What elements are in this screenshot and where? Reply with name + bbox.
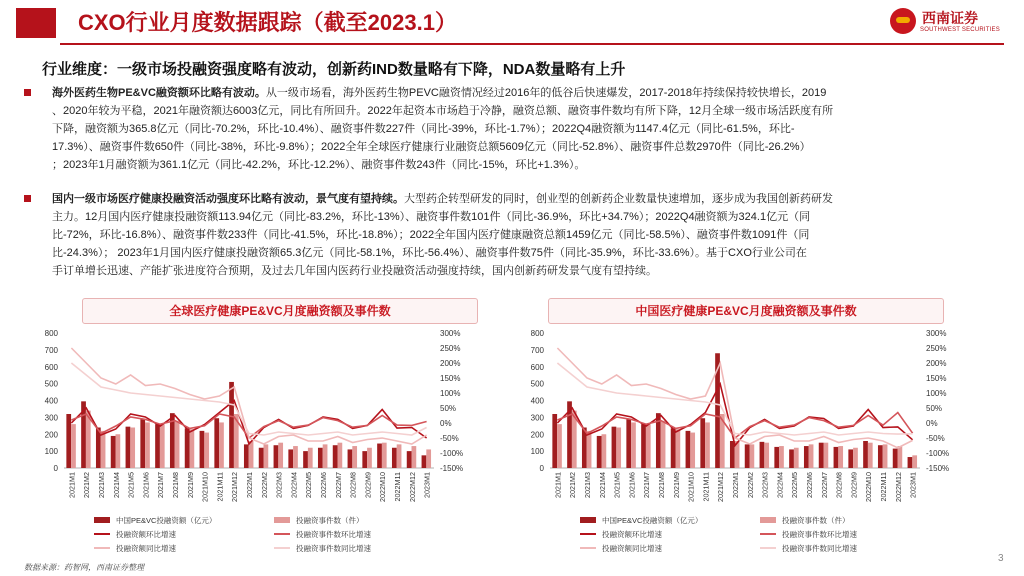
page-title: CXO行业月度数据跟踪（截至2023.1） [78,10,457,35]
bar [392,448,397,468]
section-headline: 行业维度：一级市场投融资强度略有波动，创新药IND数量略有下降，NDA数量略有上升 [42,61,626,78]
legend-label: 投融资额同比增速 [602,544,662,553]
bar [804,446,809,468]
right-tick-label: 0% [440,419,452,428]
bar [185,428,190,468]
bar [730,441,735,468]
right-tick-label: 300% [440,329,461,338]
category-label: 2021M1 [553,472,563,498]
right-tick-label: 150% [926,374,947,383]
bar [126,427,131,468]
category-label: 2022M10 [378,472,388,502]
bullet-icon [24,195,31,202]
bar [155,424,160,468]
right-tick-label: 0% [926,419,938,428]
bar [745,444,750,468]
paragraph-lead: 海外医药生物PE&VC融资额环比略有波动。 [52,87,266,99]
right-tick-label: 250% [440,344,461,353]
category-label: 2022M9 [849,472,859,498]
legend-label: 投融资事件数同比增速 [782,544,857,553]
bar [145,422,150,468]
category-label: 2022M6 [805,472,814,498]
bar [422,455,427,468]
bar [616,428,621,469]
bar [819,443,824,468]
legend-swatch [94,517,110,523]
category-label: 2021M10 [686,472,696,502]
bar [705,422,710,468]
bar [278,443,283,468]
category-label: 2021M2 [82,472,92,498]
paragraph-overseas [24,84,984,174]
legend-label: 投融资额同比增速 [116,544,176,553]
category-label: 2023M1 [422,472,432,498]
bar [116,434,121,468]
bar [676,429,681,468]
bar [219,422,224,468]
bar [764,443,769,468]
right-tick-label: -150% [926,464,950,473]
category-label: 2021M8 [657,472,666,498]
legend-label: 投融资事件数同比增速 [296,544,371,553]
bar [101,431,106,468]
bar [848,449,853,468]
category-label: 2022M7 [819,472,829,498]
bar [318,448,323,468]
paragraph-line: 17.3%）、融资事件数650件（同比-38%，环比-9.8%）；2022全年全球医疗健康行业融资总额5609亿元（同比-52.8%）、融资事件总数2970件（同比-26.2%） [52,141,811,153]
left-tick-label: 100 [44,447,58,457]
page-number: 3 [998,553,1004,564]
category-label: 2022M2 [745,472,755,498]
paragraph-line: 比-24.3%）； 2023年1月国内医疗健康投融资额65.3亿元（同比-58.1%，环比-56.4%）、融资事件数75件（同比-35.9%，环比-33.6%）。基于CXO行业公司在 [52,247,807,259]
category-label: 2022M11 [879,472,888,502]
bar [323,444,328,468]
bar [686,431,691,468]
bar [868,443,873,468]
logo-emblem-icon [890,8,916,34]
category-label: 2021M6 [627,472,637,498]
paragraph-line: 大型药企转型研发的同时，创业型的创新药企业数量快速增加，逐步成为我国创新药研发 [404,193,833,205]
bar [293,446,298,468]
left-tick-label: 400 [530,396,544,406]
header-accent-block [16,8,56,38]
bar [338,443,343,468]
bar [397,444,402,468]
bar [750,444,755,468]
bar [631,422,636,468]
bar [552,414,557,468]
bar [71,424,76,468]
category-label: 2022M8 [348,472,358,498]
bar [863,441,868,468]
bar [912,455,917,468]
bar [412,446,417,468]
left-tick-label: 600 [530,362,544,372]
left-tick-label: 400 [44,396,58,406]
category-label: 2021M4 [111,472,121,498]
bar [661,421,666,468]
bar [883,444,888,468]
left-tick-label: 0 [53,464,58,473]
chart-title-china: 中国医疗健康PE&VC月度融资额及事件数 [548,298,944,324]
category-label: 2022M7 [333,472,343,498]
bar [244,444,249,468]
right-tick-label: -100% [440,449,464,458]
category-label: 2022M2 [259,472,269,498]
category-label: 2021M9 [185,472,195,498]
bar [908,457,913,468]
right-tick-label: -100% [926,449,950,458]
series-line [71,414,426,438]
right-tick-label: 100% [926,389,947,398]
category-label: 2021M7 [156,472,166,498]
legend-label: 中国PE&VC投融资额（亿元） [602,516,703,525]
bar [690,433,695,468]
category-label: 2023M1 [908,472,918,498]
right-tick-label: -150% [440,464,464,473]
category-label: 2022M4 [775,472,785,498]
logo-name: 西南证券 [922,11,978,27]
bar [264,444,269,468]
category-label: 2022M12 [893,472,903,502]
category-label: 2021M12 [716,472,726,502]
category-label: 2022M3 [760,472,770,498]
bar [362,451,367,468]
bar [774,447,779,468]
header-bar [0,0,1024,44]
right-tick-label: 200% [926,359,947,368]
category-label: 2021M2 [568,472,578,498]
bar [700,418,705,468]
bar [348,449,353,468]
right-tick-label: 200% [440,359,461,368]
category-label: 2021M4 [597,472,607,498]
brand-logo [890,6,1010,40]
left-tick-label: 500 [44,379,58,389]
bar [587,431,592,468]
bar [853,448,858,468]
series-line [557,363,912,435]
legend-swatch [580,517,596,523]
legend-label: 投融资额环比增速 [116,530,176,539]
bar [789,449,794,468]
category-label: 2022M5 [790,472,800,498]
paragraph-line: 、2020年较为平稳，2021年融资额达6003亿元，同比有所回升。2022年起资本市场趋于冷静，融资总额、融资事件数均有所下降，12月全球一级市场活跃度有所 [52,105,834,117]
paragraph-line: 比-72%，环比-16.8%）、融资事件数233件（同比-41.5%，环比-18.8%）；2022全年国内医疗健康融资总额1459亿元（同比-58.5%）、融资事件数1091件（同 [52,229,810,241]
bar [190,429,195,468]
bar [352,446,357,468]
left-tick-label: 800 [530,329,544,338]
category-label: 2022M1 [731,472,740,498]
bar [308,448,313,468]
bar [140,419,145,468]
paragraph-line: ；2023年1月融资额为361.1亿元（同比-42.2%，环比-12.2%）、融资事件数243件（同比-15%，环比+1.3%）。 [52,159,586,171]
bar [288,449,293,468]
category-label: 2021M10 [200,472,210,502]
bar [130,428,135,469]
category-label: 2021M6 [141,472,151,498]
left-tick-label: 200 [530,430,544,440]
bar [878,445,883,468]
category-label: 2021M5 [126,472,136,498]
bar [597,436,602,468]
bar [259,448,264,468]
paragraph-line: 从一级市场看，海外医药生物PEVC融资情况经过2016年的低谷后快速爆发，2017-2018年持续保持较快增长，2019 [265,87,827,99]
chart-title-global: 全球医疗健康PE&VC月度融资额及事件数 [82,298,478,324]
right-tick-label: 100% [440,389,461,398]
category-label: 2021M11 [701,472,711,502]
logo-english: SOUTHWEST SECURITIES [920,27,1000,33]
category-label: 2022M11 [393,472,402,502]
right-tick-label: -50% [440,434,459,443]
legend-label: 投融资额环比增速 [602,530,662,539]
bar [557,424,562,468]
bar [377,444,382,468]
left-tick-label: 200 [44,430,58,440]
series-line [71,363,426,435]
category-label: 2021M11 [215,472,225,502]
bar [626,419,631,468]
bar [367,448,372,468]
bar [641,424,646,468]
category-label: 2022M8 [834,472,844,498]
bar [160,424,165,468]
category-label: 2021M1 [67,472,77,498]
bar [838,446,843,468]
category-label: 2021M5 [612,472,622,498]
category-label: 2022M10 [864,472,874,502]
bar [426,449,431,468]
legend-swatch [760,517,776,523]
right-tick-label: 50% [440,404,457,413]
category-label: 2021M12 [230,472,240,502]
chart-global [24,325,504,557]
legend-label: 投融资事件数（件） [296,516,364,525]
bar [824,443,829,468]
legend-label: 投融资事件数环比增速 [296,530,371,539]
bar [249,441,254,468]
category-label: 2021M9 [671,472,681,498]
left-tick-label: 100 [530,447,544,457]
left-tick-label: 300 [530,413,544,423]
left-tick-label: 700 [44,345,58,355]
bar [303,451,308,468]
right-tick-label: 300% [926,329,947,338]
bar [200,431,205,468]
paragraph-line: 下降，融资额为365.8亿元（同比-70.2%，环比-10.4%）、融资事件数227件（同比-39%，环比-1.7%）；2022Q4融资额为1147.4亿元（同比-61.5%，环比- [52,123,795,135]
series-line [71,348,426,444]
bar [229,382,234,468]
category-label: 2022M12 [407,472,417,502]
bar [898,446,903,468]
category-label: 2022M4 [289,472,299,498]
paragraph-line: 主力。12月国内医疗健康投融资额113.94亿元（同比-83.2%，环比-13%）、融资事件数101件（同比-36.9%，环比+34.7%）；2022Q4融资额为324.1亿元（同 [52,211,811,223]
bar [612,427,617,468]
data-source-note: 数据来源：药智网，西南证券整理 [24,563,144,572]
paragraph-line: 手订单增长迅速、产能扩张进度符合预期，及过去几年国内医药行业投融资活动强度持续，国内创新药研发景气度有望持续。 [52,265,657,277]
right-tick-label: -50% [926,434,945,443]
bar [809,444,814,468]
bar [382,443,387,468]
left-tick-label: 800 [44,329,58,338]
right-tick-label: 50% [926,404,943,413]
bar [175,421,180,468]
bar [214,418,219,468]
bar [893,449,898,468]
legend-swatch [274,517,290,523]
legend-label: 投融资事件数（件） [782,516,850,525]
bar [834,447,839,468]
header-divider [60,43,1004,45]
left-tick-label: 300 [44,413,58,423]
bar [646,424,651,468]
bar [760,442,765,468]
category-label: 2022M5 [304,472,314,498]
bar [794,448,799,468]
chart-china [510,325,990,557]
category-label: 2022M9 [363,472,373,498]
category-label: 2022M6 [319,472,328,498]
bar [407,451,412,468]
right-tick-label: 150% [440,374,461,383]
left-tick-label: 600 [44,362,58,372]
category-label: 2021M8 [171,472,180,498]
left-tick-label: 500 [530,379,544,389]
legend-label: 中国PE&VC投融资额（亿元） [116,516,217,525]
paragraph-lead: 国内一级市场医疗健康投融资活动强度环比略有波动，景气度有望持续。 [52,193,404,205]
bar [66,414,71,468]
right-tick-label: 250% [926,344,947,353]
category-label: 2021M3 [97,472,106,498]
left-tick-label: 0 [539,464,544,473]
bar [204,433,209,468]
bar [671,428,676,468]
bar [602,434,607,468]
bar [274,445,279,468]
category-label: 2022M3 [274,472,284,498]
bullet-icon [24,89,31,96]
bar [779,446,784,468]
category-label: 2021M3 [583,472,592,498]
category-label: 2021M7 [642,472,652,498]
left-tick-label: 700 [530,345,544,355]
category-label: 2022M1 [245,472,254,498]
bar [333,445,338,468]
bar [111,436,116,468]
paragraph-domestic [24,190,984,280]
legend-label: 投融资事件数环比增速 [782,530,857,539]
